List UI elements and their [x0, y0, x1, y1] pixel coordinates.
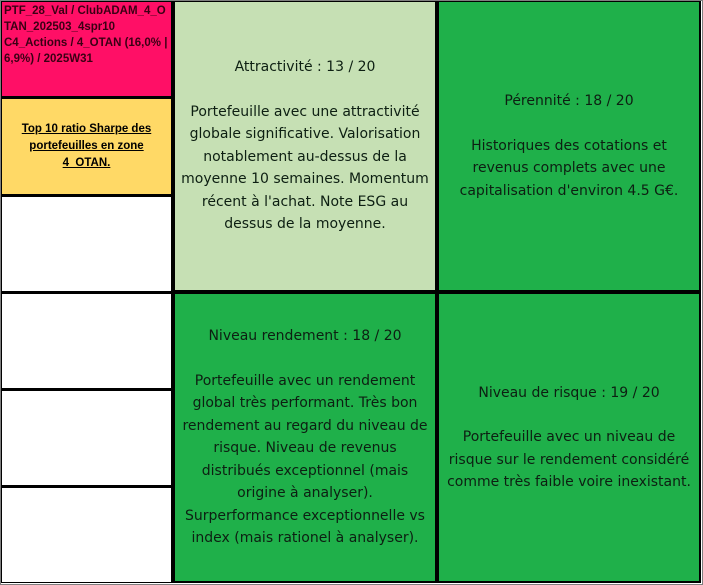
- risque-title: Niveau de risque : 19 / 20: [478, 384, 660, 401]
- perennite-text: Historiques des cotations et revenus complets avec une capitalisation d'environ 4.5 G€.: [459, 137, 679, 199]
- top10-sharpe-cell: [0, 97, 173, 195]
- empty-cell-1: [0, 195, 173, 292]
- rendement-title: Niveau rendement : 18 / 20: [208, 328, 402, 345]
- perennite-panel: [437, 0, 701, 292]
- attractivite-panel: [173, 0, 437, 292]
- empty-cell-2: [0, 292, 173, 389]
- empty-cell-3: [0, 389, 173, 486]
- top10-sharpe-label: Top 10 ratio Sharpe des portefeuilles en zone 4_OTAN.: [21, 123, 152, 169]
- risque-panel: [437, 292, 701, 583]
- portfolio-title-line2: C4_Actions / 4_OTAN (16,0% | 6,9%) / 2025W31: [4, 37, 168, 65]
- risque-text: Portefeuille avec un niveau de risque sur le rendement considéré comme très faible voire inexistant.: [447, 429, 691, 490]
- attractivite-text: Portefeuille avec une attractivité globale significative. Valorisation notablement au-dessus de la moyenne 10 semaines. Momentum récent à l'achat. Note ESG au dessus de la moyenne.: [181, 103, 429, 233]
- perennite-title: Pérennité : 18 / 20: [504, 93, 634, 109]
- rendement-panel: [173, 292, 437, 583]
- portfolio-title-cell: [0, 0, 173, 97]
- attractivite-title: Attractivité : 13 / 20: [234, 59, 376, 76]
- portfolio-title-line1: PTF_28_Val / ClubADAM_4_OTAN_202503_4spr10: [4, 5, 166, 33]
- rendement-text: Portefeuille avec un rendement global très performant. Très bon rendement au regard du niveau de risque. Niveau de revenus distribués exceptionnel (mais origine à analyser). Surperformance exceptionnelle vs index (mais rationel à analyser).: [182, 372, 428, 547]
- empty-cell-4: [0, 486, 173, 583]
